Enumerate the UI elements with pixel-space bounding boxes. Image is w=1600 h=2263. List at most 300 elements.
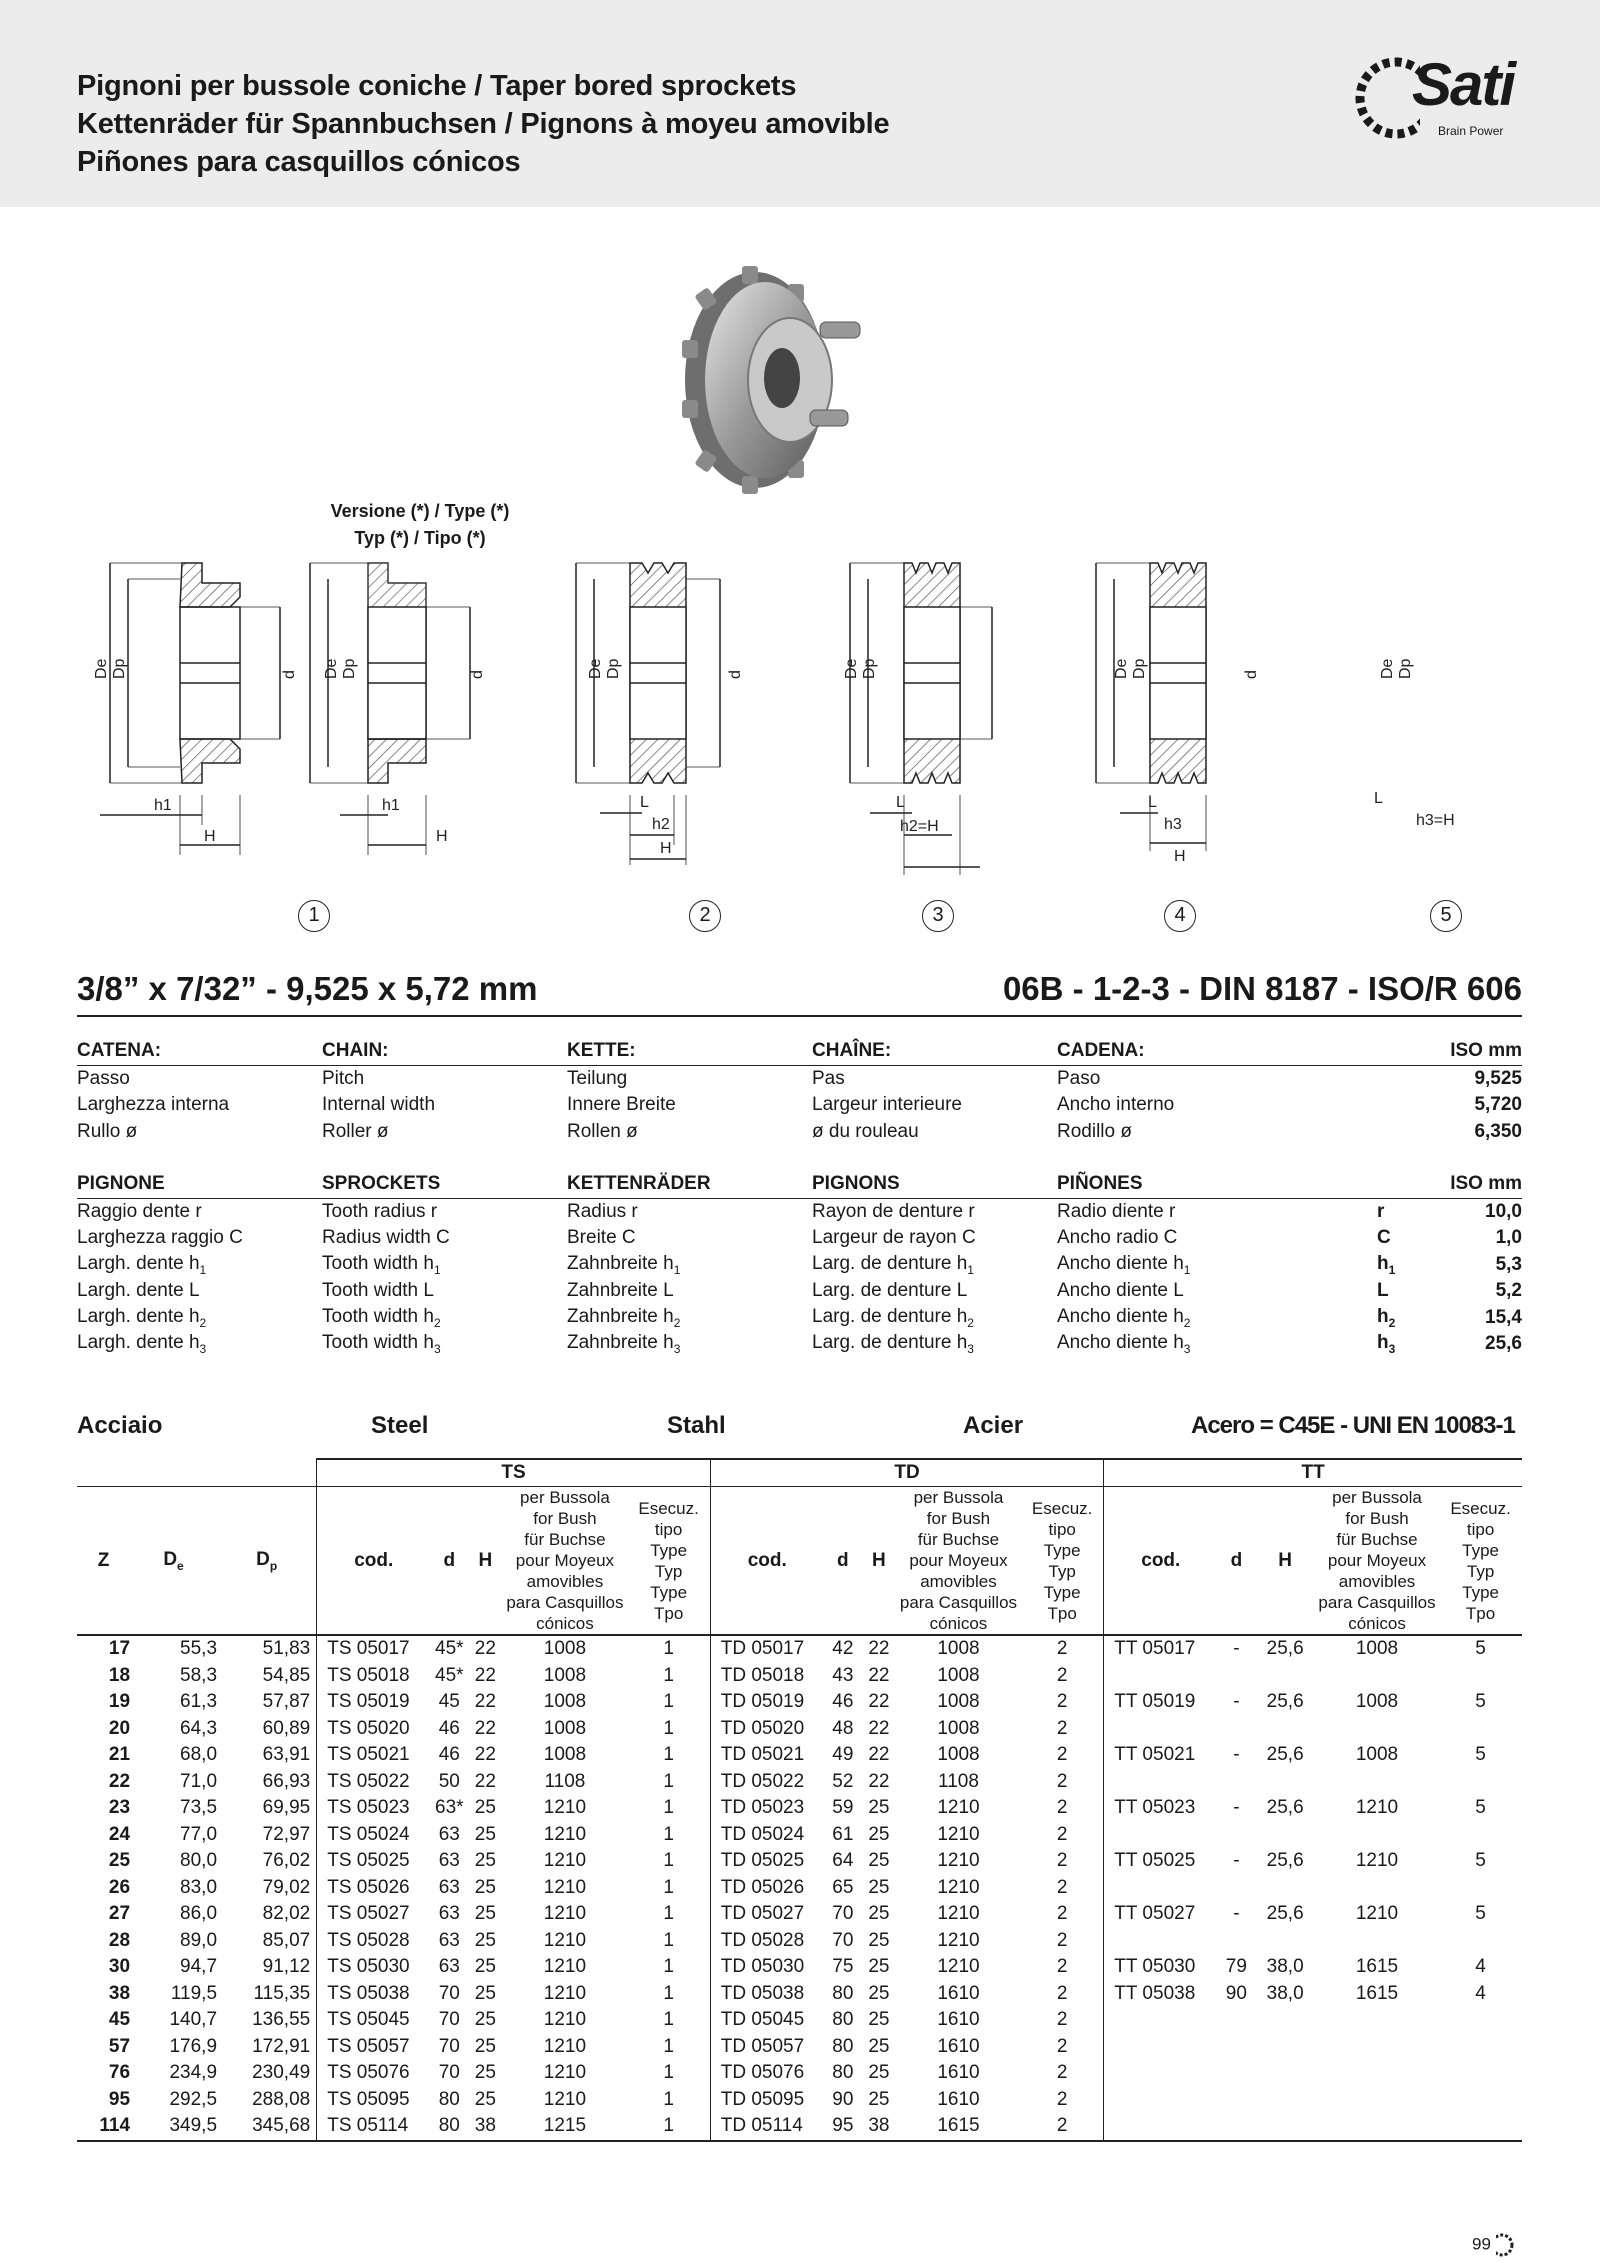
cell-bush-ts: 1008 [543,1744,587,1766]
cell-bush-td: 1210 [937,1823,980,1845]
col-dp: $D_p$ [217,1487,317,1636]
cell-h-td: 25 [868,1929,890,1951]
cell-type-ts: 1 [663,1770,674,1792]
cell-h-td: 38 [862,2113,896,2141]
cell-z: 114 [77,2113,130,2141]
cell-type-tt [1439,2007,1522,2034]
cell-cod-td: TD 05020 [710,1716,824,1743]
cell-type-td: 2 [1056,2088,1068,2110]
cell-type-tt [1439,1663,1522,1690]
cell-cod-ts: TS 05095 [317,2087,431,2114]
sprocket-label: Ancho diente $h_2$ [1057,1305,1191,1330]
cell-de: 80,0 [180,1850,218,1872]
cell-bush-ts: 1008 [543,1717,587,1739]
dim-label-L-4: L [896,794,905,811]
sprocket-label: Zahnbreite L [567,1280,674,1302]
technical-drawings [80,555,1530,895]
cell-dp: 63,91 [262,1744,311,1766]
sprocket-label: Largh. dente $h_1$ [77,1252,207,1277]
cell-bush-tt: 1615 [1355,1982,1399,2004]
cell-de: 234,9 [169,2062,218,2084]
cell-d-tt [1217,1822,1255,1849]
cell-bush-td: 1008 [937,1744,980,1766]
cell-d-ts: 63 [438,1929,460,1951]
cell-h-tt [1255,1822,1314,1849]
sprocket-label: Rayon de denture r [812,1200,975,1222]
dim-label-L-5: L [1148,794,1157,811]
dim-label-de-6: De [1379,658,1396,679]
cell-dp: 54,85 [262,1664,311,1686]
dim-label-dp-2: Dp [341,658,358,679]
sprocket-label: Largh. dente $h_3$ [77,1332,207,1357]
dim-label-h1-1: h1 [154,797,172,814]
cell-cod-td: TD 05024 [710,1822,824,1849]
cell-bush-tt [1315,2034,1439,2061]
material-label-it: Acciaio [77,1412,163,1439]
sprocket-spec-row [77,1225,1522,1252]
cell-z: 25 [108,1850,131,1872]
cell-cod-ts: TS 05038 [317,1981,431,2008]
cell-de: 61,3 [180,1691,218,1713]
sprocket-label: Raggio dente r [77,1200,202,1222]
table-row [77,1689,1522,1716]
table-row [77,1635,1522,1663]
cell-h-tt [1255,2087,1314,2114]
cell-dp: 136,55 [252,2009,311,2031]
cell-h-td: 25 [868,1982,890,2004]
col-z: Z [77,1487,130,1636]
cell-cod-td: TD 05045 [710,2007,824,2034]
sprocket-symbol: $h_3$ [1377,1332,1396,1357]
cell-cod-ts: TS 05025 [317,1848,431,1875]
dim-label-L-6: L [1374,790,1383,807]
cell-dp: 172,91 [252,2035,311,2057]
dim-label-de-2: De [323,658,340,679]
cell-h-td: 25 [868,1876,890,1898]
sprocket-label: Larg. de denture $h_2$ [812,1305,974,1330]
chain-symbol [1377,1092,1447,1119]
cell-cod-ts: TS 05023 [317,1795,431,1822]
cell-type-ts: 1 [663,1876,674,1898]
cell-d-ts: 70 [438,2062,460,2084]
chain-label: Largeur interieure [812,1094,962,1116]
cell-de: 68,0 [180,1744,218,1766]
col-bush-tt: per Bussola for Bush für Buchse pour Moyeux amovibles para Casquillos cónicos [1315,1487,1439,1636]
cell-h-td: 25 [868,2062,890,2084]
sprocket-photo [660,260,890,500]
sprocket-label: Ancho diente L [1057,1280,1184,1302]
sprocket-label: Zahnbreite $h_1$ [567,1252,681,1277]
cell-d-ts: 63 [438,1956,460,1978]
drawing-number-1: 1 [298,900,330,932]
cell-dp: 66,93 [262,1770,311,1792]
cell-d-td: 64 [832,1850,854,1872]
cell-bush-td: 1610 [937,2009,980,2031]
cell-h-tt: 25,6 [1266,1903,1304,1925]
dim-label-H-3: H [660,840,672,857]
cell-de: 83,0 [180,1876,218,1898]
cell-d-ts: 46 [438,1744,460,1766]
cell-h-ts: 25 [474,1876,496,1898]
cell-cod-tt [1104,2034,1218,2061]
cell-type-td: 2 [1056,2035,1068,2057]
cell-h-ts: 22 [474,1638,496,1660]
cell-cod-ts: TS 05027 [317,1901,431,1928]
chain-header-cell: CHAÎNE: [812,1038,1057,1065]
sprocket-table [77,1458,1522,2142]
cell-d-ts: 70 [438,1982,460,2004]
sprocket-label: Tooth width L [322,1280,434,1302]
cell-type-tt [1439,1928,1522,1955]
cell-h-ts: 22 [474,1744,496,1766]
col-d-td: d [824,1487,862,1636]
cell-h-ts: 25 [474,2035,496,2057]
cell-d-td: 80 [832,2035,854,2057]
sprocket-label: Larg. de denture L [812,1280,968,1302]
cell-de: 94,7 [180,1956,218,1978]
cell-cod-tt: TT 05019 [1104,1689,1218,1716]
cell-d-td: 59 [832,1797,854,1819]
group-tt: TT [1104,1459,1522,1487]
cell-h-td: 22 [868,1744,890,1766]
cell-d-td: 80 [832,2062,854,2084]
cell-type-tt: 5 [1475,1691,1486,1713]
cell-bush-td: 1008 [937,1664,980,1686]
cell-d-tt [1217,1928,1255,1955]
cell-cod-td: TD 05057 [710,2034,824,2061]
sprocket-label: Larg. de denture $h_3$ [812,1332,974,1357]
cell-h-tt [1255,2113,1314,2141]
cell-type-tt: 4 [1475,1956,1486,1978]
chain-header-cell: CADENA: [1057,1038,1377,1065]
sprocket-spec-row [77,1252,1522,1279]
chain-spec-header [77,1038,1522,1065]
cell-type-tt [1439,2060,1522,2087]
cell-cod-tt [1104,1663,1218,1690]
cell-type-tt [1439,1716,1522,1743]
dim-label-h2-3: h2 [652,816,670,833]
cell-type-td: 2 [1056,1876,1068,1898]
cell-type-ts: 1 [663,1903,674,1925]
cell-bush-td: 1008 [937,1717,980,1739]
cell-bush-td: 1210 [937,1850,980,1872]
cell-type-ts: 1 [663,1823,674,1845]
cell-type-ts: 1 [663,1744,674,1766]
cell-type-ts: 1 [628,2113,711,2141]
col-cod-tt: cod. [1104,1487,1218,1636]
cell-bush-tt [1315,2113,1439,2141]
logo-wordmark: Sati [1412,51,1515,118]
sprocket-value: 10,0 [1485,1200,1522,1222]
sprocket-spec-row [77,1331,1522,1358]
cell-type-td: 2 [1056,1903,1068,1925]
sprocket-spec-row [77,1278,1522,1305]
cell-cod-tt: TT 05030 [1104,1954,1218,1981]
chain-header-cell: KETTE: [567,1038,812,1065]
cell-cod-ts: TS 05022 [317,1769,431,1796]
cell-type-tt: 5 [1475,1744,1486,1766]
cell-type-ts: 1 [663,1664,674,1686]
cell-cod-td: TD 05076 [710,2060,824,2087]
cell-h-tt [1255,1663,1314,1690]
cell-d-td: 80 [832,2009,854,2031]
col-type-tt: Esecuz. tipo Type Typ Type Tpo [1439,1487,1522,1636]
cell-cod-td: TD 05022 [710,1769,824,1796]
sprocket-spec-table [77,1171,1522,1358]
sprocket-value: 25,6 [1485,1333,1522,1355]
cell-type-ts: 1 [663,2088,674,2110]
chain-label: Teilung [567,1067,628,1089]
cell-bush-tt: 1008 [1355,1744,1399,1766]
cell-h-ts: 22 [474,1691,496,1713]
cell-bush-td: 1008 [937,1638,980,1660]
cell-bush-td: 1610 [937,1982,980,2004]
col-d-ts: d [430,1487,468,1636]
cell-cod-ts: TS 05114 [317,2113,431,2141]
cell-bush-td: 1210 [937,1876,980,1898]
cell-type-tt [1439,2113,1522,2141]
cell-cod-td: TD 05019 [710,1689,824,1716]
cell-dp: 288,08 [252,2088,311,2110]
cell-cod-ts: TS 05017 [317,1635,431,1663]
sprocket-symbol: r [1377,1200,1385,1222]
dim-label-de-4: De [843,658,860,679]
cell-type-tt: 5 [1475,1903,1486,1925]
cell-d-td: 95 [824,2113,862,2141]
sprocket-label: Zahnbreite $h_2$ [567,1305,681,1330]
cell-type-td: 2 [1056,1664,1068,1686]
cell-z: 38 [108,1982,131,2004]
cell-cod-tt [1104,1822,1218,1849]
cell-cod-tt [1104,2087,1218,2114]
dim-label-dp-4: Dp [861,658,878,679]
cell-dp: 230,49 [252,2062,311,2084]
table-row [77,1875,1522,1902]
cell-d-tt: 79 [1225,1956,1247,1978]
cell-d-ts: 63* [435,1797,464,1819]
cell-bush-tt [1315,1716,1439,1743]
cell-bush-td: 1615 [896,2113,1021,2141]
version-label-line-1: Versione (*) / Type (*) [330,501,510,521]
sprocket-symbol: $h_1$ [1377,1252,1396,1277]
cell-bush-tt: 1210 [1355,1850,1399,1872]
cell-type-td: 2 [1056,1982,1068,2004]
sprocket-label: Tooth width $h_3$ [322,1332,441,1357]
dim-label-H-1: H [204,828,216,845]
group-td: TD [710,1459,1104,1487]
cell-h-td: 25 [868,1956,890,1978]
cell-de: 89,0 [180,1929,218,1951]
chain-label: Pitch [322,1067,365,1089]
cell-bush-ts: 1210 [543,2035,587,2057]
table-row [77,1822,1522,1849]
cell-d-td: 70 [832,1929,854,1951]
col-type-td: Esecuz. tipo Type Typ Type Tpo [1021,1487,1104,1636]
sprocket-label: Tooth width $h_1$ [322,1252,441,1277]
cell-d-tt [1217,2007,1255,2034]
cell-bush-ts: 1210 [543,1876,587,1898]
cell-type-td: 2 [1056,1929,1068,1951]
cell-dp: 69,95 [262,1797,311,1819]
col-bush-td: per Bussola for Bush für Buchse pour Moyeux amovibles para Casquillos cónicos [896,1487,1021,1636]
cell-d-ts: 80 [430,2113,468,2141]
cell-z: 24 [108,1823,131,1845]
cell-d-td: 42 [832,1638,854,1660]
cell-type-td: 2 [1056,1797,1068,1819]
drawing-number-5: 5 [1430,900,1462,932]
chain-label: Rollen ø [567,1120,638,1142]
cell-cod-tt: TT 05021 [1104,1742,1218,1769]
cell-d-tt: - [1233,1638,1240,1660]
heading-rule [77,1015,1522,1017]
col-h-tt: H [1255,1487,1314,1636]
cell-cod-td: TD 05021 [710,1742,824,1769]
dim-label-de-5: De [1113,658,1130,679]
cell-type-td: 2 [1056,1770,1068,1792]
cell-h-tt [1255,1716,1314,1743]
cell-bush-ts: 1210 [543,2062,587,2084]
cell-type-ts: 1 [663,2009,674,2031]
cell-z: 27 [108,1903,131,1925]
sprocket-spec-row [77,1198,1522,1225]
cell-bush-tt: 1008 [1355,1638,1399,1660]
cell-bush-ts: 1215 [502,2113,627,2141]
group-ts: TS [317,1459,711,1487]
cell-cod-ts: TS 05076 [317,2060,431,2087]
cell-cod-ts: TS 05045 [317,2007,431,2034]
chain-label: ø du rouleau [812,1120,919,1142]
cell-de: 86,0 [180,1903,218,1925]
col-h-ts: H [468,1487,502,1636]
cell-z: 95 [108,2088,131,2110]
cell-cod-td: TD 05114 [710,2113,824,2141]
cell-cod-tt [1104,1928,1218,1955]
table-row [77,1742,1522,1769]
cell-cod-ts: TS 05030 [317,1954,431,1981]
sprocket-label: Radius width C [322,1227,450,1249]
cell-h-td: 25 [868,1903,890,1925]
page-title-line-1: Pignoni per bussole coniche / Taper bored sprockets [77,70,797,102]
cell-d-ts: 63 [438,1876,460,1898]
cell-d-ts: 63 [438,1850,460,1872]
cell-type-td: 2 [1056,2009,1068,2031]
cell-type-ts: 1 [663,1982,674,2004]
size-heading: 3/8” x 7/32” - 9,525 x 5,72 mm [77,970,538,1007]
cell-h-ts: 25 [474,1823,496,1845]
cell-de: 77,0 [180,1823,218,1845]
cell-dp: 72,97 [262,1823,311,1845]
dim-label-h1-2: h1 [382,797,400,814]
cell-de: 71,0 [180,1770,218,1792]
cell-h-ts: 25 [474,1982,496,2004]
cell-bush-tt [1315,2060,1439,2087]
cell-cod-ts: TS 05021 [317,1742,431,1769]
sprocket-label: Larg. de denture $h_1$ [812,1252,974,1277]
table-row [77,1848,1522,1875]
col-cod-td: cod. [710,1487,824,1636]
chain-label: Paso [1057,1067,1101,1089]
chain-value: 9,525 [1474,1067,1522,1089]
cell-de: 140,7 [169,2009,218,2031]
cell-bush-ts: 1008 [543,1664,587,1686]
cell-z: 18 [108,1664,131,1686]
cell-h-tt: 38,0 [1266,1982,1304,2004]
cell-z: 57 [108,2035,131,2057]
cell-type-ts: 1 [663,1691,674,1713]
cell-d-ts: 50 [438,1770,460,1792]
table-row [77,2034,1522,2061]
cell-type-tt [1439,2087,1522,2114]
cell-de: 349,5 [130,2113,217,2141]
chain-unit: ISO mm [1447,1038,1522,1065]
table-row [77,2113,1522,2141]
cell-bush-ts: 1108 [544,1770,586,1792]
cell-h-tt: 25,6 [1266,1850,1304,1872]
cell-h-td: 25 [868,1823,890,1845]
cell-type-td: 2 [1056,1744,1068,1766]
cell-z: 30 [108,1956,131,1978]
page-number: 99 [1472,2232,1522,2258]
chain-symbol [1377,1065,1447,1092]
cell-type-tt: 5 [1475,1638,1486,1660]
cell-d-td: 61 [832,1823,854,1845]
cell-bush-ts: 1210 [543,1956,587,1978]
cell-z: 23 [108,1797,131,1819]
cell-bush-tt: 1210 [1355,1903,1399,1925]
cell-type-tt: 4 [1475,1982,1486,2004]
col-bush-ts: per Bussola for Bush für Buchse pour Moyeux amovibles para Casquillos cónicos [502,1487,627,1636]
sprocket-label: Ancho diente $h_3$ [1057,1332,1191,1357]
cell-h-tt [1255,2007,1314,2034]
dim-label-h2eqH-4: h2=H [900,818,939,835]
table-row [77,1901,1522,1928]
page-title-line-2: Kettenräder für Spannbuchsen / Pignons à moyeu amovible [77,108,890,140]
cell-d-td: 43 [832,1664,854,1686]
cell-type-ts: 1 [663,1797,674,1819]
sprocket-label: Largeur de rayon C [812,1227,976,1249]
material-row [77,1412,1522,1448]
cell-type-ts: 1 [663,1638,674,1660]
cell-type-td: 2 [1056,1691,1068,1713]
cell-bush-tt [1315,2087,1439,2114]
cell-type-tt [1439,2034,1522,2061]
sprocket-label: Radio diente r [1057,1200,1176,1222]
cell-cod-tt [1104,2060,1218,2087]
cell-bush-td: 1210 [937,1797,980,1819]
dim-label-d-1: d [281,670,298,679]
drawing-number-3: 3 [922,900,954,932]
cell-bush-tt [1315,1822,1439,1849]
sprocket-header-cell: KETTENRÄDER [567,1171,812,1198]
dim-label-de-3: De [587,658,604,679]
cell-type-td: 2 [1056,1850,1068,1872]
cell-bush-ts: 1210 [543,2009,587,2031]
cell-type-ts: 1 [663,1850,674,1872]
dim-label-dp-1: Dp [111,658,128,679]
cell-cod-tt [1104,1769,1218,1796]
cell-d-td: 80 [832,1982,854,2004]
cell-d-tt: - [1233,1744,1240,1766]
chain-label: Passo [77,1067,130,1089]
cell-dp: 79,02 [262,1876,311,1898]
cell-d-tt: - [1233,1903,1240,1925]
cell-bush-td: 1610 [937,2062,980,2084]
cell-h-td: 25 [868,2088,890,2110]
cell-z: 26 [108,1876,131,1898]
dim-label-H-2: H [436,828,448,845]
cell-cod-td: TD 05017 [710,1635,824,1663]
cell-d-tt: - [1233,1850,1240,1872]
